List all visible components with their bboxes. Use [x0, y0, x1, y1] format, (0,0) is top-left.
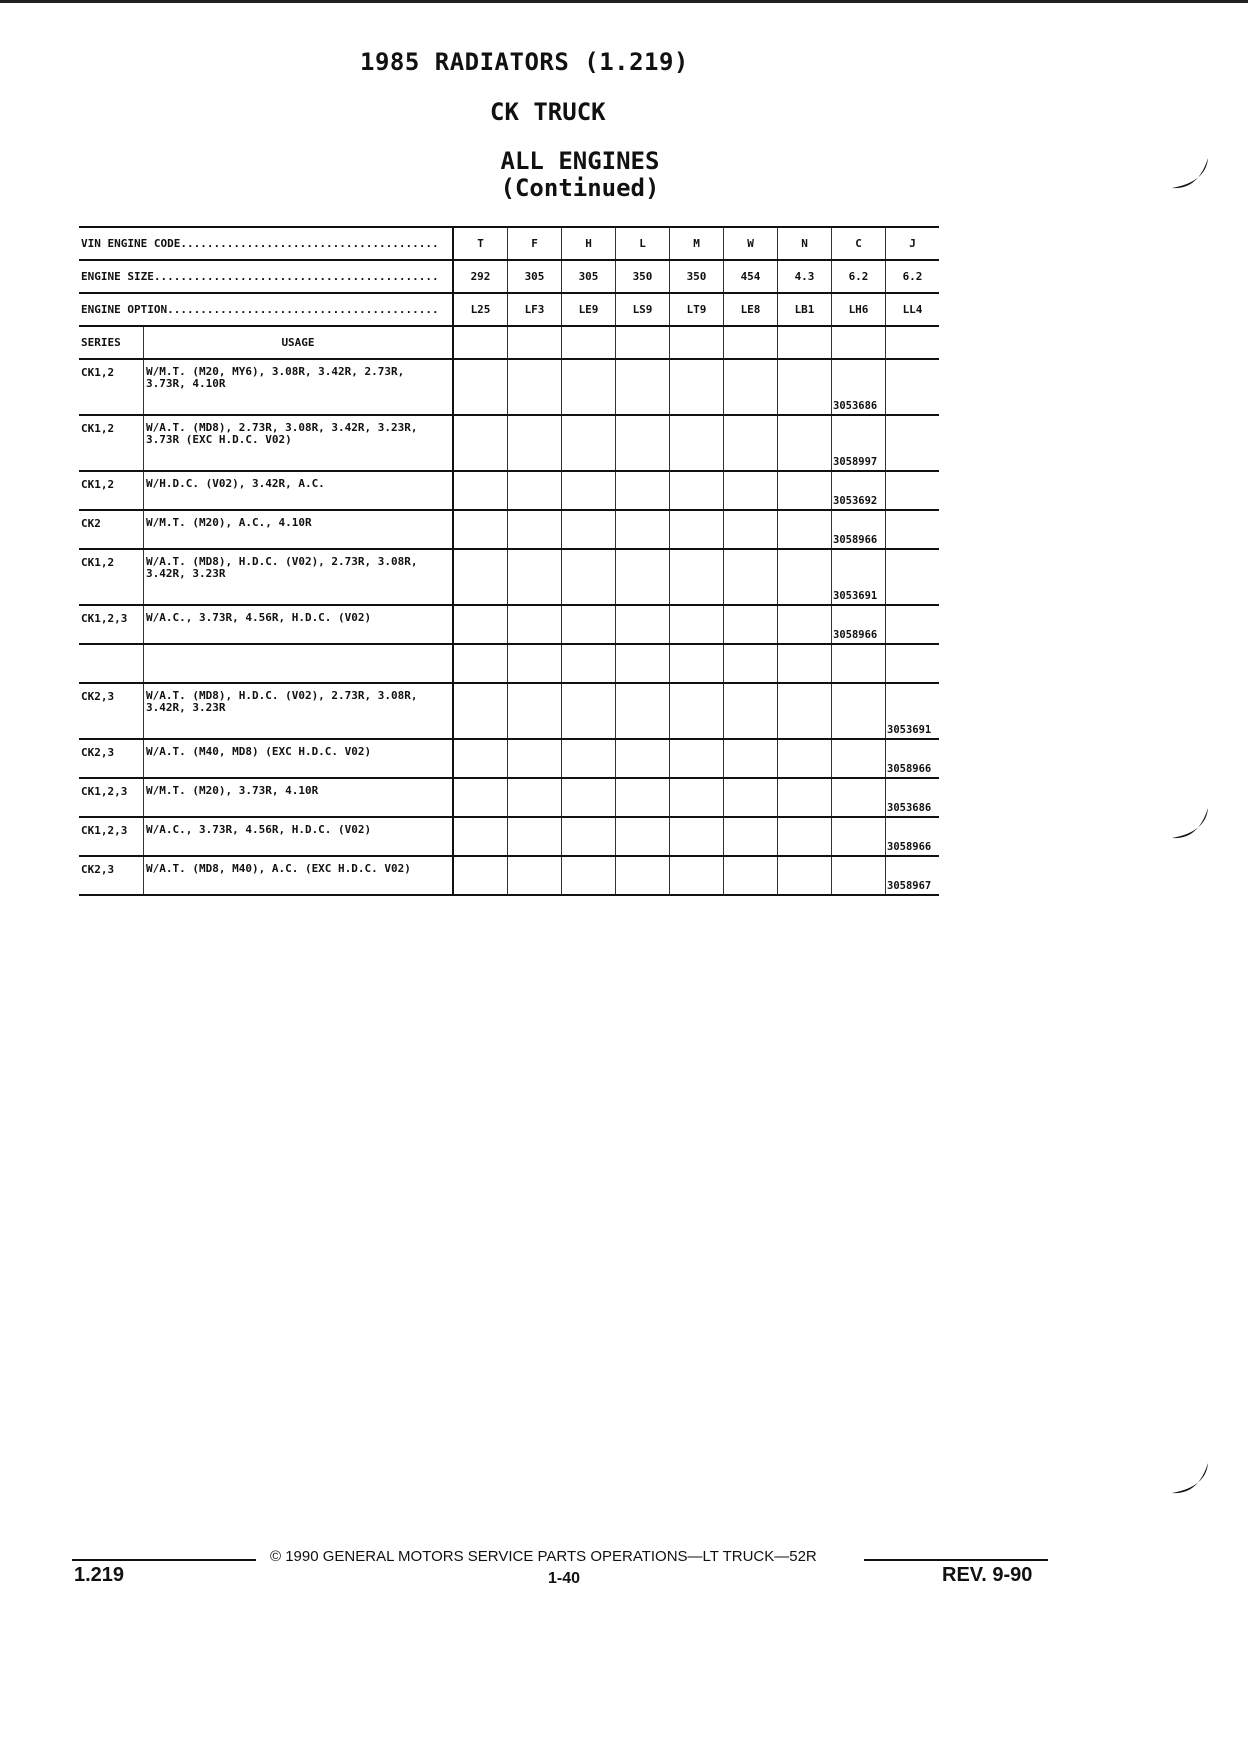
part-number-cell	[832, 817, 886, 856]
usage-cell: W/H.D.C. (V02), 3.42R, A.C.	[144, 471, 454, 510]
series-cell: CK1,2,3	[79, 817, 144, 856]
part-number-cell	[778, 549, 832, 605]
part-number-cell	[670, 644, 724, 683]
top-border	[0, 0, 1248, 3]
series-cell: CK1,2	[79, 359, 144, 415]
part-number-cell	[562, 683, 616, 739]
part-number-cell: 3058997	[832, 415, 886, 471]
part-number-cell	[453, 415, 508, 471]
table-row	[79, 683, 939, 739]
part-number-cell	[832, 778, 886, 817]
part-number-cell	[508, 856, 562, 895]
header-row-label: ENGINE SIZE...........................................	[79, 260, 453, 293]
part-number-cell	[670, 510, 724, 549]
part-number-cell	[670, 359, 724, 415]
part-number-cell	[778, 817, 832, 856]
series-cell: CK1,2	[79, 415, 144, 471]
part-number-cell	[453, 359, 508, 415]
footer-rule-right	[864, 1559, 1048, 1561]
header-cell: 292	[453, 260, 508, 293]
usage-cell: W/A.T. (MD8), H.D.C. (V02), 2.73R, 3.08R, 3.42R, 3.23R	[144, 549, 454, 605]
part-number-cell	[724, 605, 778, 644]
part-number-cell	[724, 778, 778, 817]
part-number-cell	[778, 856, 832, 895]
series-cell: CK2,3	[79, 856, 144, 895]
footer-revision: REV. 9-90	[942, 1564, 1033, 1586]
usage-cell: W/A.T. (MD8, M40), A.C. (EXC H.D.C. V02)	[144, 856, 454, 895]
page-title: 1985 RADIATORS (1.219)	[360, 48, 689, 76]
part-number-cell	[616, 510, 670, 549]
part-number-cell	[453, 683, 508, 739]
footer-copyright: © 1990 GENERAL MOTORS SERVICE PARTS OPERATIONS—LT TRUCK—52R	[270, 1548, 817, 1565]
part-number-cell	[616, 549, 670, 605]
part-number-cell	[453, 605, 508, 644]
usage-cell: W/A.C., 3.73R, 4.56R, H.D.C. (V02)	[144, 817, 454, 856]
engine-header-row	[79, 260, 939, 293]
empty-cell	[724, 326, 778, 359]
part-number-cell	[886, 415, 940, 471]
empty-cell	[453, 326, 508, 359]
part-number-cell	[562, 549, 616, 605]
part-number-cell	[832, 644, 886, 683]
part-number-cell	[724, 856, 778, 895]
part-number-cell: 3053691	[886, 683, 940, 739]
header-cell: 4.3	[778, 260, 832, 293]
part-number-cell	[562, 510, 616, 549]
part-number-cell	[724, 644, 778, 683]
part-number-cell	[886, 510, 940, 549]
part-number-cell	[670, 739, 724, 778]
table-row	[79, 359, 939, 415]
part-number-cell	[724, 739, 778, 778]
empty-cell	[778, 326, 832, 359]
series-cell: CK2,3	[79, 683, 144, 739]
part-number-cell	[453, 739, 508, 778]
part-number-cell	[886, 549, 940, 605]
part-number-cell	[616, 817, 670, 856]
series-cell	[79, 644, 144, 683]
header-cell: 350	[616, 260, 670, 293]
part-number-cell	[778, 415, 832, 471]
header-cell: LL4	[886, 293, 940, 326]
header-cell: LF3	[508, 293, 562, 326]
header-cell: H	[562, 227, 616, 260]
header-row-label: VIN ENGINE CODE.......................................	[79, 227, 453, 260]
header-cell: F	[508, 227, 562, 260]
table-row	[79, 510, 939, 549]
part-number-cell: 3058966	[832, 510, 886, 549]
header-cell: LH6	[832, 293, 886, 326]
header-cell: 305	[508, 260, 562, 293]
usage-cell: W/A.C., 3.73R, 4.56R, H.D.C. (V02)	[144, 605, 454, 644]
usage-header: USAGE	[144, 326, 454, 359]
usage-cell: W/M.T. (M20), A.C., 4.10R	[144, 510, 454, 549]
empty-cell	[616, 326, 670, 359]
part-number-cell	[453, 856, 508, 895]
part-number-cell	[670, 778, 724, 817]
table-row	[79, 856, 939, 895]
header-cell: 454	[724, 260, 778, 293]
part-number-cell	[562, 644, 616, 683]
part-number-cell	[670, 415, 724, 471]
footer-rule-left	[72, 1559, 256, 1561]
part-number-cell	[724, 549, 778, 605]
part-number-cell	[724, 817, 778, 856]
footer-section-number: 1.219	[74, 1564, 125, 1586]
table-row	[79, 415, 939, 471]
part-number-cell	[616, 644, 670, 683]
part-number-cell	[508, 359, 562, 415]
part-number-cell	[670, 605, 724, 644]
part-number-cell	[724, 683, 778, 739]
section-heading	[460, 148, 700, 202]
header-cell: 350	[670, 260, 724, 293]
part-number-cell	[724, 359, 778, 415]
series-cell: CK1,2,3	[79, 605, 144, 644]
table-row	[79, 644, 939, 683]
part-number-cell	[832, 683, 886, 739]
header-cell: 305	[562, 260, 616, 293]
part-number-cell	[670, 683, 724, 739]
part-number-cell	[508, 817, 562, 856]
series-header: SERIES	[79, 326, 144, 359]
part-number-cell	[886, 605, 940, 644]
part-number-cell	[778, 471, 832, 510]
empty-cell	[670, 326, 724, 359]
engine-header-row	[79, 227, 939, 260]
part-number-cell	[562, 415, 616, 471]
header-row-label: ENGINE OPTION.........................................	[79, 293, 453, 326]
header-cell: 6.2	[832, 260, 886, 293]
header-cell: 6.2	[886, 260, 940, 293]
radiator-parts-table	[79, 226, 939, 896]
part-number-cell	[724, 471, 778, 510]
part-number-cell: 3053692	[832, 471, 886, 510]
table-row	[79, 549, 939, 605]
part-number-cell	[616, 778, 670, 817]
usage-cell: W/M.T. (M20, MY6), 3.08R, 3.42R, 2.73R, 3.73R, 4.10R	[144, 359, 454, 415]
table-row	[79, 739, 939, 778]
part-number-cell	[670, 817, 724, 856]
part-number-cell	[616, 856, 670, 895]
header-cell: L	[616, 227, 670, 260]
part-number-cell	[453, 644, 508, 683]
empty-cell	[832, 326, 886, 359]
part-number-cell	[616, 471, 670, 510]
part-number-cell	[562, 739, 616, 778]
part-number-cell	[778, 605, 832, 644]
part-number-cell	[724, 415, 778, 471]
part-number-cell	[562, 471, 616, 510]
part-number-cell: 3058967	[886, 856, 940, 895]
header-cell: M	[670, 227, 724, 260]
empty-cell	[886, 326, 940, 359]
binder-hole-mark-2	[1168, 800, 1212, 844]
binder-hole-mark-3	[1168, 1455, 1212, 1499]
usage-cell: W/M.T. (M20), 3.73R, 4.10R	[144, 778, 454, 817]
header-cell: C	[832, 227, 886, 260]
usage-cell: W/A.T. (MD8), 2.73R, 3.08R, 3.42R, 3.23R, 3.73R (EXC H.D.C. V02)	[144, 415, 454, 471]
part-number-cell	[778, 778, 832, 817]
part-number-cell	[562, 359, 616, 415]
part-number-cell	[724, 510, 778, 549]
header-cell: W	[724, 227, 778, 260]
part-number-cell	[453, 549, 508, 605]
part-number-cell	[562, 856, 616, 895]
part-number-cell: 3058966	[886, 817, 940, 856]
part-number-cell	[508, 605, 562, 644]
part-number-cell: 3053686	[886, 778, 940, 817]
part-number-cell: 3058966	[832, 605, 886, 644]
part-number-cell	[453, 510, 508, 549]
header-cell: LE8	[724, 293, 778, 326]
part-number-cell	[616, 415, 670, 471]
header-cell: LS9	[616, 293, 670, 326]
column-header-row	[79, 326, 939, 359]
part-number-cell: 3053686	[832, 359, 886, 415]
series-cell: CK2,3	[79, 739, 144, 778]
part-number-cell	[832, 856, 886, 895]
footer-page-number: 1-40	[548, 1570, 581, 1587]
part-number-cell	[508, 644, 562, 683]
part-number-cell	[616, 739, 670, 778]
part-number-cell	[886, 471, 940, 510]
table-row	[79, 605, 939, 644]
part-number-cell	[508, 471, 562, 510]
series-cell: CK1,2	[79, 549, 144, 605]
usage-cell: W/A.T. (M40, MD8) (EXC H.D.C. V02)	[144, 739, 454, 778]
header-cell: LB1	[778, 293, 832, 326]
binder-hole-mark-1	[1168, 150, 1212, 194]
part-number-cell	[778, 644, 832, 683]
part-number-cell	[616, 683, 670, 739]
part-number-cell	[508, 683, 562, 739]
header-cell: J	[886, 227, 940, 260]
header-cell: N	[778, 227, 832, 260]
series-cell: CK1,2	[79, 471, 144, 510]
part-number-cell	[616, 605, 670, 644]
header-cell: LT9	[670, 293, 724, 326]
table-row	[79, 817, 939, 856]
header-cell: L25	[453, 293, 508, 326]
part-number-cell	[508, 415, 562, 471]
part-number-cell	[778, 359, 832, 415]
part-number-cell	[778, 510, 832, 549]
part-number-cell	[670, 549, 724, 605]
table-row	[79, 471, 939, 510]
part-number-cell	[453, 778, 508, 817]
part-number-cell	[778, 683, 832, 739]
header-cell: T	[453, 227, 508, 260]
empty-cell	[508, 326, 562, 359]
part-number-cell	[453, 817, 508, 856]
usage-cell	[144, 644, 454, 683]
part-number-cell	[562, 605, 616, 644]
part-number-cell	[778, 739, 832, 778]
section-heading-line1: ALL ENGINES	[500, 147, 660, 175]
header-cell: LE9	[562, 293, 616, 326]
part-number-cell	[832, 739, 886, 778]
part-number-cell: 3053691	[832, 549, 886, 605]
table-row	[79, 778, 939, 817]
series-cell: CK2	[79, 510, 144, 549]
page-subtitle: CK TRUCK	[490, 98, 606, 126]
part-number-cell	[562, 778, 616, 817]
engine-header-row	[79, 293, 939, 326]
usage-cell: W/A.T. (MD8), H.D.C. (V02), 2.73R, 3.08R, 3.42R, 3.23R	[144, 683, 454, 739]
series-cell: CK1,2,3	[79, 778, 144, 817]
part-number-cell	[453, 471, 508, 510]
part-number-cell: 3058966	[886, 739, 940, 778]
part-number-cell	[562, 817, 616, 856]
part-number-cell	[886, 644, 940, 683]
part-number-cell	[670, 856, 724, 895]
part-number-cell	[508, 510, 562, 549]
part-number-cell	[508, 778, 562, 817]
part-number-cell	[670, 471, 724, 510]
part-number-cell	[886, 359, 940, 415]
part-number-cell	[508, 549, 562, 605]
empty-cell	[562, 326, 616, 359]
part-number-cell	[616, 359, 670, 415]
section-heading-line2: (Continued)	[500, 174, 660, 202]
part-number-cell	[508, 739, 562, 778]
